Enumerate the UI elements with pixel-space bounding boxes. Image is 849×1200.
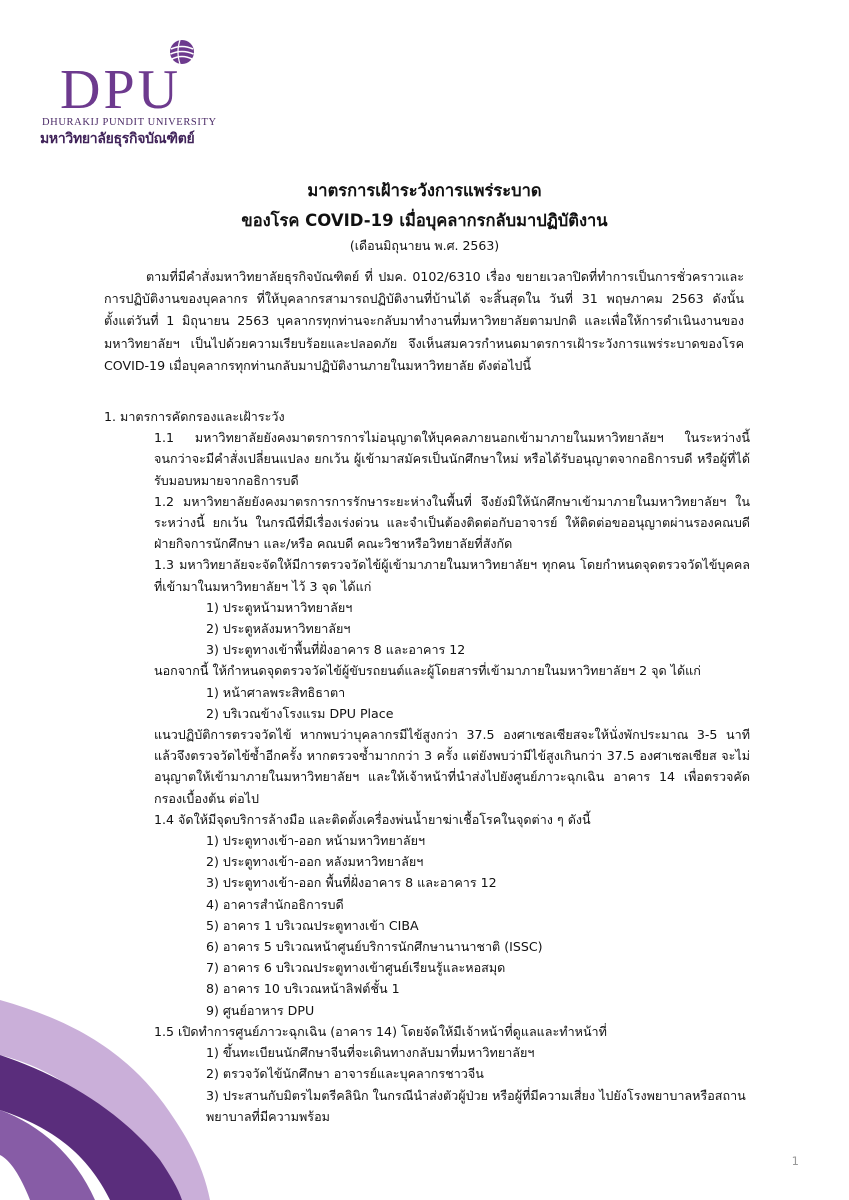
clause-1-3-guideline: แนวปฏิบัติการตรวจวัดไข้ หากพบว่าบุคลากรมีไข้สูงกว่า 37.5 องศาเซลเซียสจะให้นั่งพักประมาณ 3-5 นาที แล้วจึงตรวจวัดไข้ซ้ำอีกครั้ง หากตรวจซ้ำมากกว่า 3 ครั้ง แต่ยังพบว่ามีไข้สูงเกินกว่า 37.5 องศาเซลเซียส จะไม่อนุญาตให้เข้ามาภายในมหาวิทยาลัยฯ และให้เจ้าหน้าที่นำส่งไปยังศูนย์ภาวะฉุกเฉิน อาคาร 14 เพื่อตรวจคัดกรองเบื้องต้น ต่อไป bbox=[154, 727, 750, 806]
section-heading: 1. มาตรการคัดกรองและเฝ้าระวัง bbox=[104, 409, 285, 424]
list-item: 3) ประตูทางเข้า-ออก พื้นที่ฝั่งอาคาร 8 และอาคาร 12 bbox=[206, 875, 497, 891]
list-item: 1) ประตูทางเข้า-ออก หน้ามหาวิทยาลัยฯ bbox=[206, 833, 426, 849]
list-item: 1) หน้าศาลพระสิทธิธาตา bbox=[206, 684, 346, 700]
list-item: 7) อาคาร 6 บริเวณประตูทางเข้าศูนย์เรียนรู้และหอสมุด bbox=[206, 960, 506, 976]
logo-text: DPU bbox=[60, 59, 182, 121]
logo-thai-name: มหาวิทยาลัยธุรกิจบัณฑิตย์ bbox=[40, 131, 195, 147]
university-logo bbox=[38, 38, 228, 153]
list-item: 8) อาคาร 10 บริเวณหน้าลิฟต์ชั้น 1 bbox=[206, 981, 400, 997]
list-item: 6) อาคาร 5 บริเวณหน้าศูนย์บริการนักศึกษานานาชาติ (ISSC) bbox=[206, 939, 543, 955]
list-item: 3) ประสานกับมิตรไมตรีคลินิก ในกรณีนำส่งตัวผู้ป่วย หรือผู้ที่มีความเสี่ยง ไปยังโรงพยาบาลหรือสถานพยาบาลที่มีความพร้อม bbox=[206, 1087, 746, 1124]
clause-1-3: 1.3 มหาวิทยาลัยจะจัดให้มีการตรวจวัดไข้ผู้เข้ามาภายในมหาวิทยาลัยฯ ทุกคน โดยกำหนดจุดตรวจวัดไข้บุคคลที่เข้ามาในมหาวิทยาลัยฯ ไว้ 3 จุด ได้แก่ bbox=[154, 557, 750, 594]
list-item: 2) ตรวจวัดไข้นักศึกษา อาจารย์และบุคลากรชาวจีน bbox=[206, 1066, 484, 1082]
list-item: 2) ประตูทางเข้า-ออก หลังมหาวิทยาลัยฯ bbox=[206, 854, 424, 870]
list-item: 2) ประตูหลังมหาวิทยาลัยฯ bbox=[206, 621, 351, 637]
clause-1-1: 1.1 มหาวิทยาลัยยังคงมาตรการการไม่อนุญาตให้บุคคลภายนอกเข้ามาภายในมหาวิทยาลัยฯ ในระหว่างนี้จนกว่าจะมีคำสั่งเปลี่ยนแปลง ยกเว้น ผู้เข้ามาสมัครเป็นนักศึกษาใหม่ หรือได้รับอนุญาตจากอธิการบดี หรือผู้ที่ได้รับมอบหมายจากอธิการบดี bbox=[154, 430, 750, 488]
list-item: 1) ขึ้นทะเบียนนักศึกษาจีนที่จะเดินทางกลับมาที่มหาวิทยาลัยฯ bbox=[206, 1045, 535, 1061]
clause-1-3-extra: นอกจากนี้ ให้กำหนดจุดตรวจวัดไข้ผู้ขับรถยนต์และผู้โดยสารที่เข้ามาภายในมหาวิทยาลัยฯ 2 จุด ได้แก่ bbox=[154, 663, 701, 679]
document-title-line1: มาตรการเฝ้าระวังการแพร่ระบาด bbox=[307, 181, 542, 200]
list-item: 1) ประตูหน้ามหาวิทยาลัยฯ bbox=[206, 599, 353, 615]
page-number: 1 bbox=[791, 1154, 799, 1168]
list-item: 9) ศูนย์อาหาร DPU bbox=[206, 1002, 315, 1018]
document-date: (เดือนมิถุนายน พ.ศ. 2563) bbox=[349, 238, 500, 253]
list-item: 4) อาคารสำนักอธิการบดี bbox=[206, 896, 344, 912]
list-item: 3) ประตูทางเข้าพื้นที่ฝั่งอาคาร 8 และอาคาร 12 bbox=[206, 642, 466, 658]
document-title-line2: ของโรค COVID-19 เมื่อบุคลากรกลับมาปฏิบัติงาน bbox=[241, 211, 608, 230]
clause-1-4: 1.4 จัดให้มีจุดบริการล้างมือ และติดตั้งเครื่องพ่นน้ำยาฆ่าเชื้อโรคในจุดต่าง ๆ ดังนี้ bbox=[154, 811, 591, 827]
clause-1-5: 1.5 เปิดทำการศูนย์ภาวะฉุกเฉิน (อาคาร 14) โดยจัดให้มีเจ้าหน้าที่ดูแลและทำหน้าที่ bbox=[154, 1023, 607, 1039]
logo-english-name: DHURAKIJ PUNDIT UNIVERSITY bbox=[42, 117, 217, 128]
list-item: 2) บริเวณข้างโรงแรม DPU Place bbox=[206, 705, 394, 721]
list-item: 5) อาคาร 1 บริเวณประตูทางเข้า CIBA bbox=[206, 917, 419, 933]
intro-paragraph: ตามที่มีคำสั่งมหาวิทยาลัยธุรกิจบัณฑิตย์ ที่ ปมค. 0102/6310 เรื่อง ขยายเวลาปิดที่ทำการเป็นการชั่วคราวและการปฏิบัติงานของบุคลากร ที่ให้บุคลากรสามารถปฏิบัติงานที่บ้านได้ จะสิ้นสุดใน วันที่ 31 พฤษภาคม 2563 ดังนั้น ตั้งแต่วันที่ 1 มิถุนายน 2563 บุคลากรทุกท่านจะกลับมาทำงานที่มหาวิทยาลัยตามปกติ และเพื่อให้การดำเนินงานของมหาวิทยาลัยฯ เป็นไปด้วยความเรียบร้อยและปลอดภัย จึงเห็นสมควรกำหนดมาตรการเฝ้าระวังการแพร่ระบาดของโรค COVID-19 เมื่อบุคลากรทุกท่านกลับมาปฏิบัติงานภายในมหาวิทยาลัย ดังต่อไปนี้ bbox=[104, 269, 744, 373]
decorative-swoosh bbox=[0, 960, 260, 1200]
clause-1-2: 1.2 มหาวิทยาลัยยังคงมาตรการการรักษาระยะห่างในพื้นที่ จึงยังมิให้นักศึกษาเข้ามาภายในมหาวิทยาลัยฯ ในระหว่างนี้ ยกเว้น ในกรณีที่มีเรื่องเร่งด่วน และจำเป็นต้องติดต่อกับอาจารย์ ให้ติดต่อขออนุญาตผ่านรองคณบดีฝ่ายกิจการนักศึกษา และ/หรือ คณบดี คณะวิชาหรือวิทยาลัยที่สังกัด bbox=[154, 493, 750, 552]
